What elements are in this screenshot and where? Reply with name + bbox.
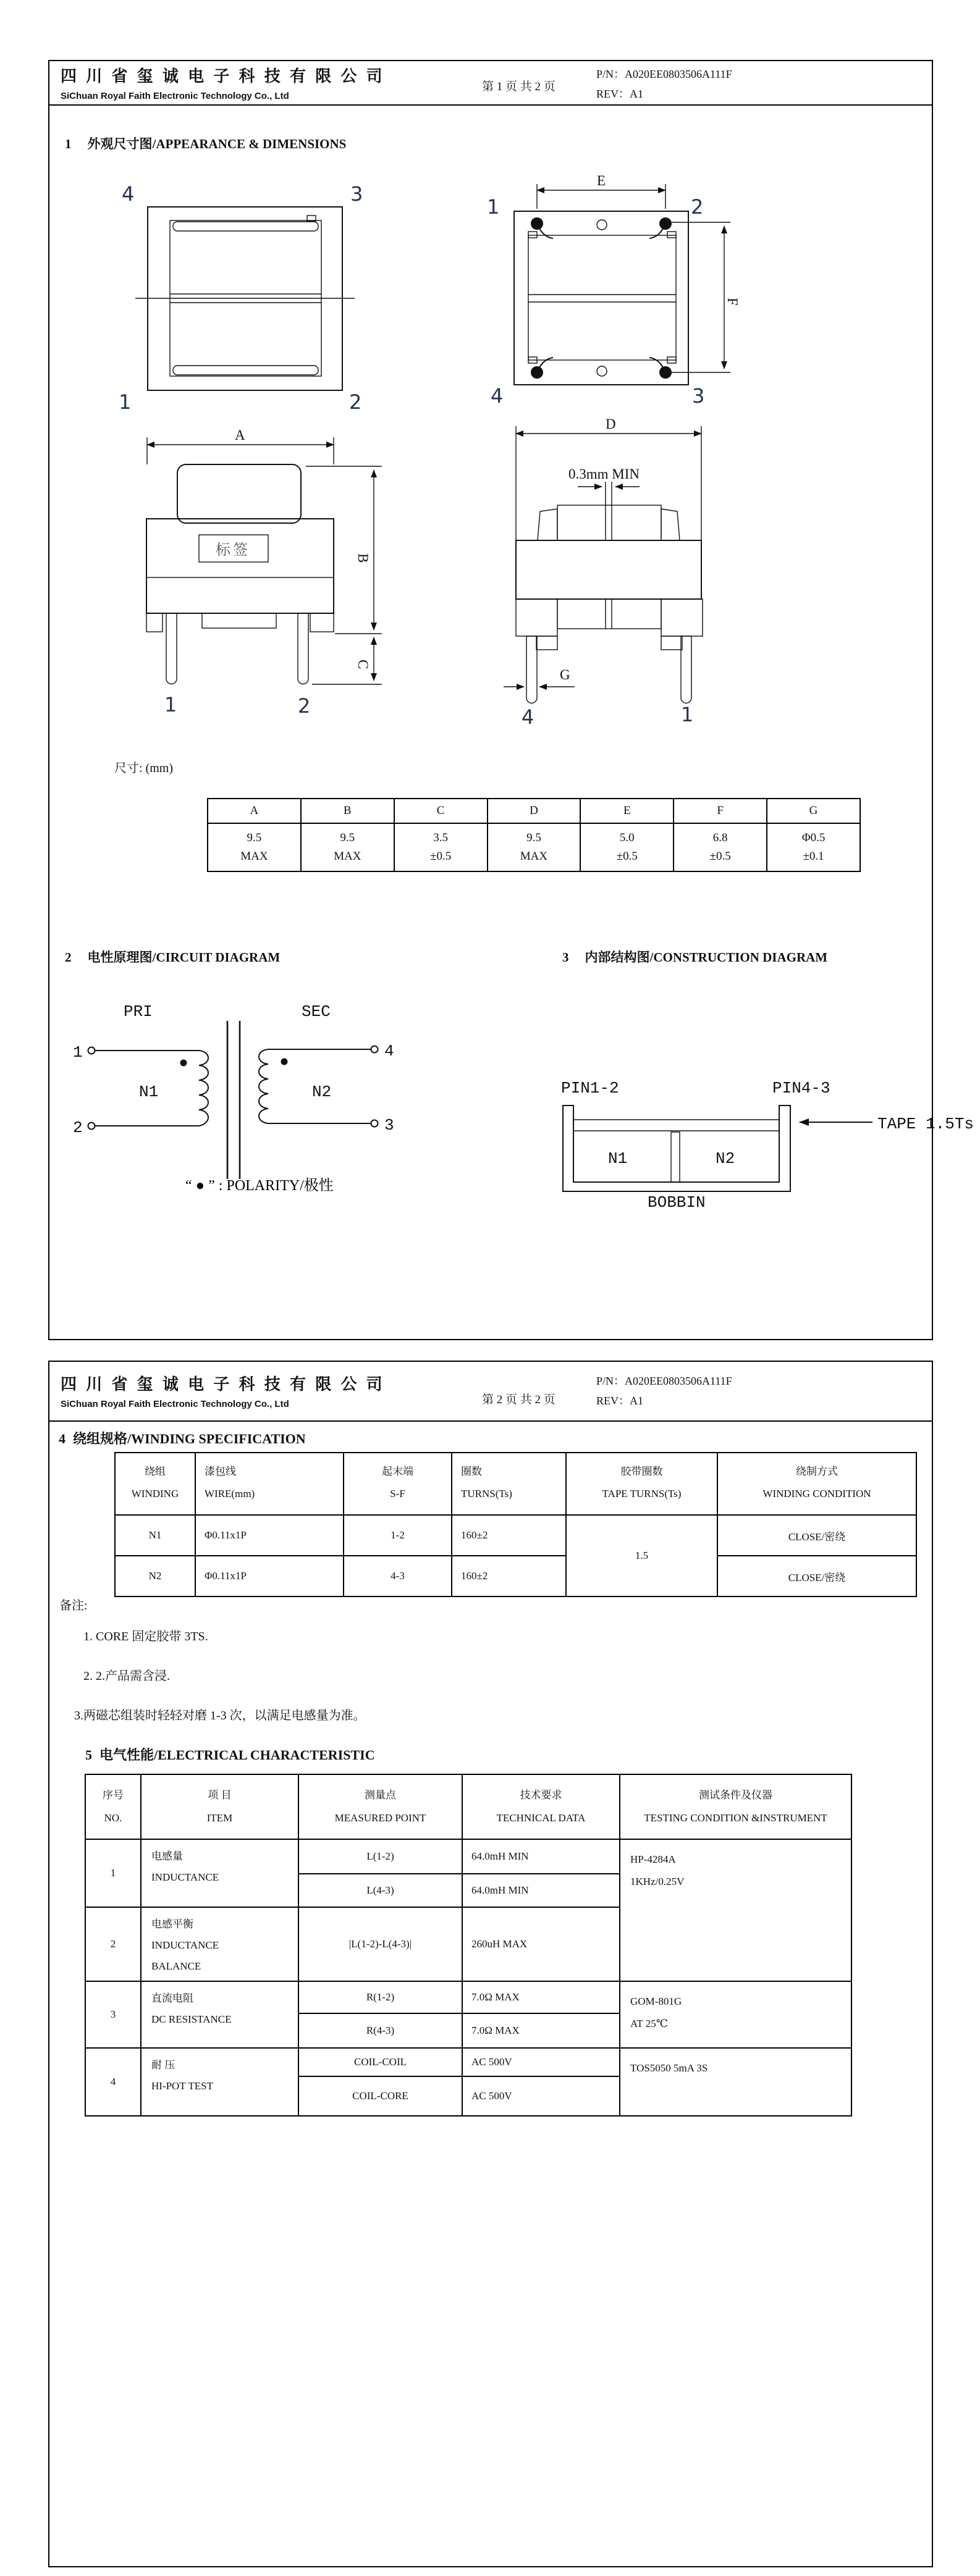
- testing-condition: TOS5050 5mA 3S: [620, 2048, 851, 2116]
- bobbin-label: BOBBIN: [648, 1193, 706, 1212]
- page-2: [48, 1361, 933, 2567]
- top-view-pin-2: 2: [349, 390, 362, 414]
- col-header-c: C: [394, 799, 488, 823]
- dimensions-table: [207, 798, 861, 872]
- page-indicator: 第 1 页 共 2 页: [482, 80, 555, 93]
- measured-point: L(1-2): [298, 1839, 462, 1874]
- n1-label: N1: [139, 1083, 159, 1101]
- row-no: 2: [85, 1907, 141, 1981]
- polarity-dot-n2: [281, 1059, 288, 1065]
- wire-spec: Φ0.11x1P: [195, 1515, 344, 1556]
- winding-condition: CLOSE/密绕: [717, 1556, 916, 1596]
- bottom-view-pin-2: 2: [691, 195, 704, 219]
- section2-text: 电性原理图/CIRCUIT DIAGRAM: [87, 950, 281, 965]
- page-indicator: 第 2 页 共 2 页: [482, 1393, 555, 1406]
- dim-b-label: B: [355, 553, 371, 563]
- measured-point: R(1-2): [298, 1981, 462, 2013]
- solder-dot: [659, 366, 672, 379]
- wire-spec: Φ0.11x1P: [195, 1556, 344, 1596]
- dim-d-label: D: [606, 416, 616, 432]
- wire-col-header: 漆包线 WIRE(mm): [195, 1453, 344, 1515]
- technical-data: 7.0Ω MAX: [462, 1981, 620, 2013]
- dim-g-label: G: [560, 667, 570, 682]
- construction-n1: N1: [608, 1149, 628, 1168]
- n2-label: N2: [312, 1083, 332, 1101]
- winding-name: N1: [115, 1515, 195, 1556]
- technical-data: 260uH MAX: [462, 1907, 620, 1981]
- circuit-diagram: [62, 964, 408, 1211]
- section5-title: [85, 1745, 375, 1764]
- measured-point: COIL-CORE: [298, 2076, 462, 2116]
- electrical-table: [85, 1774, 852, 2117]
- row-no: 1: [85, 1839, 141, 1907]
- pin-1-shape: [166, 613, 177, 684]
- front-view-body: [146, 519, 334, 613]
- item-inductance-balance: 电感平衡 INDUCTANCE BALANCE: [141, 1907, 298, 1981]
- measured-point: L(4-3): [298, 1874, 462, 1907]
- section5-text: 电气性能/ELECTRICAL CHARACTERISTIC: [99, 1747, 375, 1763]
- side-view-pin-1: 1: [681, 703, 694, 726]
- col-header-g: G: [767, 799, 860, 823]
- section3-number: 3: [562, 950, 569, 965]
- technical-data: 64.0mH MIN: [462, 1839, 620, 1874]
- dim-c-label: C: [355, 660, 371, 669]
- section1-title: [65, 134, 346, 153]
- revision: REV：A1: [596, 87, 643, 100]
- row-inductance-a: [85, 1839, 851, 1874]
- dim-f-label: F: [725, 298, 740, 306]
- start-finish: 4-3: [344, 1556, 452, 1596]
- section4-title: [59, 1429, 306, 1448]
- col-header-b: B: [301, 799, 394, 823]
- pin12-label: PIN1-2: [561, 1079, 619, 1097]
- gap-note: 0.3mm MIN: [568, 466, 640, 482]
- item-dc-resistance: 直流电阻 DC RESISTANCE: [141, 1981, 298, 2048]
- pin43-label: PIN4-3: [772, 1079, 830, 1097]
- section3-title: [562, 947, 827, 966]
- part-number-block: [596, 65, 732, 104]
- dim-e-label: E: [597, 173, 606, 188]
- dim-e-value: 5.0 ±0.5: [580, 823, 674, 871]
- company-name-en: SiChuan Royal Faith Electronic Technology Co., Ltd: [61, 91, 289, 101]
- note-1: 1. CORE 固定胶带 3TS.: [83, 1630, 208, 1643]
- dim-g-value: Φ0.5 ±0.1: [767, 823, 860, 871]
- row-no: 4: [85, 2048, 141, 2116]
- item-col-header: 项 目 ITEM: [141, 1774, 298, 1839]
- part-number: P/N：A020EE0803506A111F: [596, 68, 732, 80]
- winding-header-row: [115, 1453, 916, 1515]
- section5-number: 5: [85, 1747, 92, 1763]
- pri-label: PRI: [124, 1002, 153, 1021]
- sec-label: SEC: [302, 1002, 331, 1021]
- top-view-pin-3: 3: [350, 182, 363, 206]
- dim-a-label: A: [235, 427, 245, 443]
- revision: REV：A1: [596, 1394, 643, 1407]
- winding-name: N2: [115, 1556, 195, 1596]
- measured-point: COIL-COIL: [298, 2048, 462, 2076]
- circuit-pin-1: 1: [73, 1043, 83, 1062]
- winding-col-header: 绕组 WINDING: [115, 1453, 195, 1515]
- row-dc-resistance-a: [85, 1981, 851, 2013]
- col-header-f: F: [674, 799, 767, 823]
- part-number: P/N：A020EE0803506A111F: [596, 1375, 732, 1387]
- bottom-view-pin-3: 3: [692, 384, 705, 408]
- front-view-drawing: [93, 420, 408, 716]
- solder-dot: [659, 217, 672, 230]
- solder-dot: [531, 366, 543, 379]
- side-view-pin-4: 4: [522, 705, 534, 729]
- start-finish: 1-2: [344, 1515, 452, 1556]
- row-hipot-a: [85, 2048, 851, 2076]
- label-text: 标签: [216, 542, 250, 558]
- company-block: [61, 64, 385, 101]
- section3-text: 内部结构图/CONSTRUCTION DIAGRAM: [585, 950, 828, 965]
- section4-number: 4: [59, 1431, 65, 1446]
- section4-text: 绕组规格/WINDING SPECIFICATION: [73, 1431, 306, 1446]
- tape-turns-col-header: 胶带圈数 TAPE TURNS(Ts): [566, 1453, 717, 1515]
- circuit-pin-3: 3: [384, 1116, 394, 1135]
- winding-row-n1: [115, 1515, 916, 1556]
- measured-point: |L(1-2)-L(4-3)|: [298, 1907, 462, 1981]
- dimensions-value-row: [208, 823, 860, 871]
- top-view-pin-4: 4: [122, 182, 135, 206]
- turns: 160±2: [452, 1556, 566, 1596]
- page-1: [48, 60, 974, 1340]
- part-number-block: [596, 1372, 732, 1411]
- company-name-en: SiChuan Royal Faith Electronic Technology Co., Ltd: [61, 1399, 289, 1409]
- item-inductance: 电感量 INDUCTANCE: [141, 1839, 298, 1907]
- bottom-view-drawing: [465, 173, 740, 417]
- col-header-d: D: [488, 799, 581, 823]
- pin-4-shape: [526, 636, 537, 703]
- technical-data: 64.0mH MIN: [462, 1874, 620, 1907]
- technical-data: AC 500V: [462, 2076, 620, 2116]
- circuit-pin-4: 4: [384, 1042, 394, 1060]
- bobbin-outline: [563, 1105, 790, 1191]
- section1-text: 外观尺寸图/APPEARANCE & DIMENSIONS: [87, 136, 347, 151]
- dim-f-value: 6.8 ±0.5: [674, 823, 767, 871]
- tape-label: TAPE 1.5Ts: [877, 1115, 974, 1133]
- no-col-header: 序号 NO.: [85, 1774, 141, 1839]
- company-name-cn: 四 川 省 玺 诚 电 子 科 技 有 限 公 司: [61, 67, 385, 85]
- secondary-coil: [259, 1049, 268, 1123]
- dim-d-value: 9.5 MAX: [488, 823, 581, 871]
- page1-header: [49, 61, 932, 106]
- section1-number: 1: [65, 136, 72, 151]
- page2-header: [49, 1362, 932, 1422]
- technical-data-col-header: 技术要求 TECHNICAL DATA: [462, 1774, 620, 1839]
- polarity-note: “ ● ” : POLARITY/极性: [185, 1178, 334, 1194]
- winding-row-n2: [115, 1556, 916, 1596]
- dim-c-value: 3.5 ±0.5: [394, 823, 488, 871]
- measured-point-col-header: 测量点 MEASURED POINT: [298, 1774, 462, 1839]
- testing-condition-col-header: 测试条件及仪器 TESTING CONDITION &INSTRUMENT: [620, 1774, 851, 1839]
- top-view-drawing: [103, 171, 394, 415]
- polarity-dot-n1: [180, 1060, 187, 1067]
- turns: 160±2: [452, 1515, 566, 1556]
- pin-2-shape: [298, 613, 308, 684]
- front-view-pin-1: 1: [164, 693, 177, 716]
- side-view-hatch-band: [516, 540, 701, 599]
- circuit-pin-2: 2: [73, 1118, 83, 1137]
- dim-b-value: 9.5 MAX: [301, 823, 394, 871]
- condition-col-header: 绕制方式 WINDING CONDITION: [717, 1453, 916, 1515]
- item-hipot: 耐 压 HI-POT TEST: [141, 2048, 298, 2116]
- note-2: 2. 2.产品需含浸.: [83, 1669, 170, 1683]
- winding-divider: [671, 1132, 680, 1182]
- technical-data: AC 500V: [462, 2048, 620, 2076]
- row-no: 3: [85, 1981, 141, 2048]
- bottom-view-core-hatch: [528, 235, 676, 360]
- winding-table: [114, 1452, 917, 1597]
- dimensions-caption: 尺寸: (mm): [114, 761, 173, 775]
- bottom-view-pin-4: 4: [491, 384, 504, 408]
- front-view-pin-2: 2: [298, 694, 311, 718]
- testing-condition: GOM-801G AT 25℃: [620, 1981, 851, 2048]
- section2-title: [65, 947, 280, 966]
- company-name-cn: 四 川 省 玺 诚 电 子 科 技 有 限 公 司: [61, 1375, 385, 1393]
- tape-turns-value: 1.5: [566, 1515, 717, 1596]
- winding-condition: CLOSE/密绕: [717, 1515, 916, 1556]
- dim-a-value: 9.5 MAX: [208, 823, 301, 871]
- electrical-header-row: [85, 1774, 851, 1839]
- construction-diagram: [507, 1005, 974, 1212]
- section2-number: 2: [65, 950, 72, 965]
- measured-point: R(4-3): [298, 2013, 462, 2048]
- note-3: 3.两磁芯组装时轻轻对磨 1-3 次，以满足电感量为准。: [74, 1709, 366, 1722]
- bottom-view-body: [514, 211, 688, 385]
- col-header-a: A: [208, 799, 301, 823]
- turns-col-header: 圈数 TURNS(Ts): [452, 1453, 566, 1515]
- col-header-e: E: [580, 799, 674, 823]
- dimensions-header-row: [208, 799, 860, 823]
- top-view-pin-1: 1: [119, 390, 132, 414]
- notes-title: 备注:: [59, 1599, 88, 1613]
- technical-data: 7.0Ω MAX: [462, 2013, 620, 2048]
- solder-dot: [531, 217, 543, 230]
- side-view-drawing: [457, 408, 760, 729]
- bottom-view-pin-1: 1: [487, 195, 500, 219]
- company-block: [61, 1372, 385, 1409]
- primary-coil: [199, 1051, 208, 1126]
- testing-condition: HP-4284A 1KHz/0.25V: [620, 1839, 851, 1981]
- sf-col-header: 起末端 S-F: [344, 1453, 452, 1515]
- construction-n2: N2: [716, 1149, 735, 1168]
